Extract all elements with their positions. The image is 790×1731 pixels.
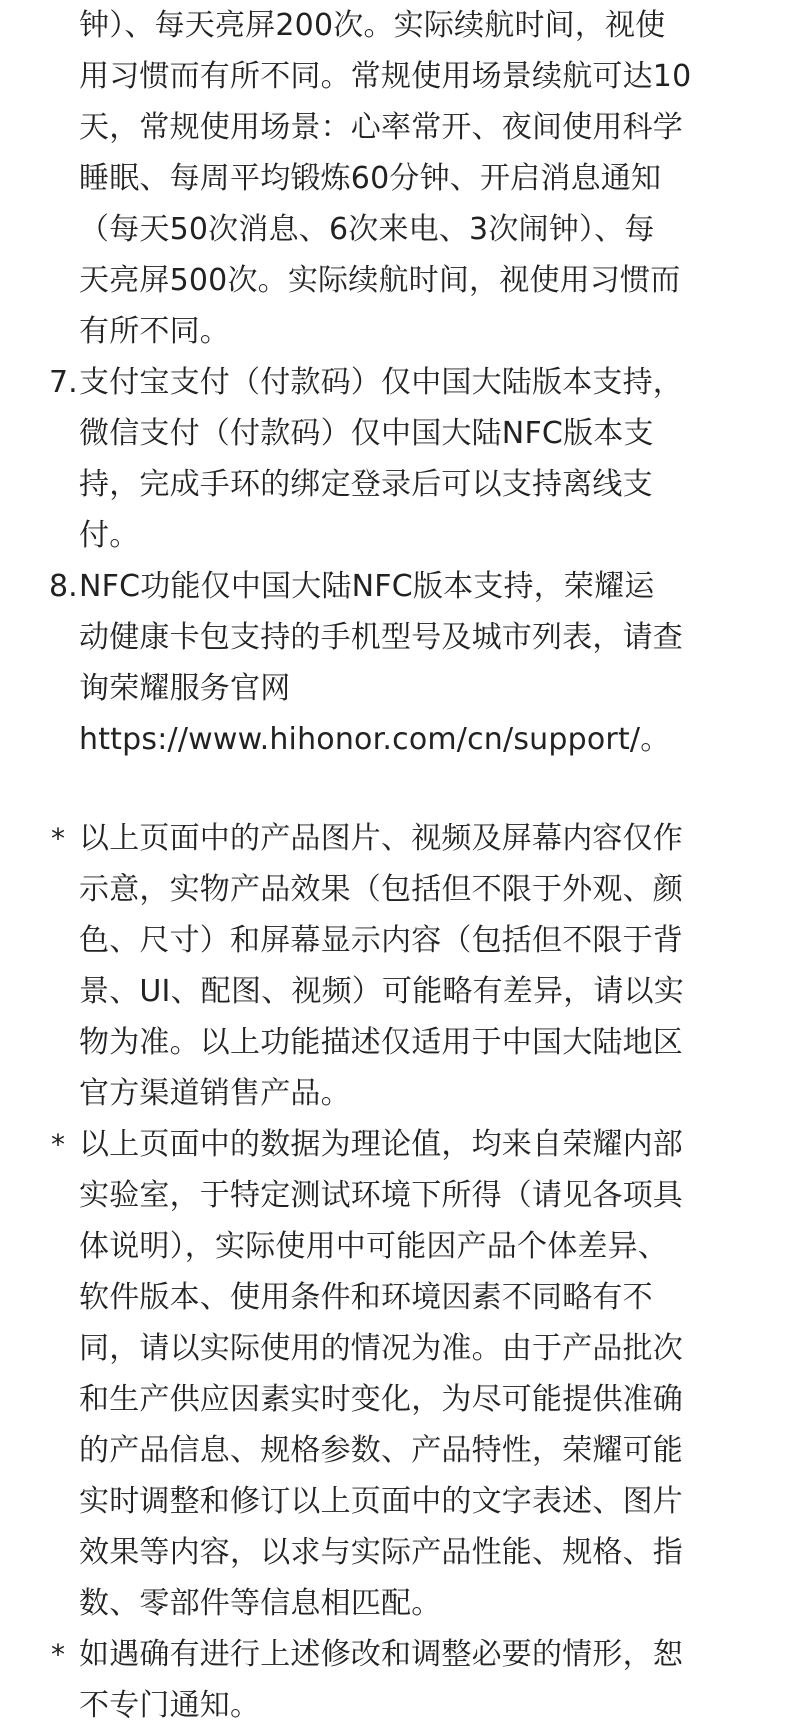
item-6-line-6: 天亮屏500次。实际续航时间，视使用习惯而 xyxy=(79,263,681,298)
note-2-line-5: 同，请以实际使用的情况为准。由于产品批次 xyxy=(79,1331,683,1366)
list-marker-8: 8. xyxy=(49,569,78,604)
note-3-line-2: 不专门通知。 xyxy=(79,1688,261,1723)
item-7-line-2: 微信支付（付款码）仅中国大陆NFC版本支 xyxy=(79,416,654,451)
list-marker-7: 7. xyxy=(49,365,78,400)
note-1-line-4: 景、UI、配图、视频）可能略有差异，请以实 xyxy=(79,974,685,1009)
item-6-line-3: 天，常规使用场景：心率常开、夜间使用科学 xyxy=(79,110,683,145)
support-url-text: https://www.hihonor.com/cn/support/。 xyxy=(79,722,671,757)
item-7-line-1: 支付宝支付（付款码）仅中国大陆版本支持， xyxy=(79,365,683,400)
footnote-marker-2: * xyxy=(51,1128,65,1161)
note-2-line-3: 体说明），实际使用中可能因产品个体差异、 xyxy=(79,1229,668,1264)
item-8-line-3: 询荣耀服务官网 xyxy=(79,671,291,706)
note-2-line-10: 数、零部件等信息相匹配。 xyxy=(79,1586,442,1621)
note-1-line-1: 以上页面中的产品图片、视频及屏幕内容仅作 xyxy=(79,821,683,856)
note-2-line-8: 实时调整和修订以上页面中的文字表述、图片 xyxy=(79,1484,683,1519)
note-2-line-1: 以上页面中的数据为理论值，均来自荣耀内部 xyxy=(79,1127,683,1162)
note-2-line-2: 实验室，于特定测试环境下所得（请见各项具 xyxy=(79,1178,683,1213)
item-6-line-1: 钟）、每天亮屏200次。实际续航时间，视使 xyxy=(79,8,666,43)
item-6-line-5: （每天50次消息、6次来电、3次闹钟）、每 xyxy=(79,212,655,247)
note-2-line-9: 效果等内容，以求与实际产品性能、规格、指 xyxy=(79,1535,683,1570)
note-2-line-6: 和生产供应因素实时变化，为尽可能提供准确 xyxy=(79,1382,683,1417)
item-7-line-4: 付。 xyxy=(79,518,140,553)
note-1-line-5: 物为准。以上功能描述仅适用于中国大陆地区 xyxy=(79,1025,683,1060)
footnote-marker-3: * xyxy=(51,1638,65,1671)
item-8-line-1: NFC功能仅中国大陆NFC版本支持，荣耀运 xyxy=(79,569,655,604)
item-6-line-7: 有所不同。 xyxy=(79,314,230,349)
item-6-line-2: 用习惯而有所不同。常规使用场景续航可达10 xyxy=(79,59,692,94)
note-2-line-4: 软件版本、使用条件和环境因素不同略有不 xyxy=(79,1280,653,1315)
item-8-line-2: 动健康卡包支持的手机型号及城市列表，请查 xyxy=(79,620,683,655)
note-1-line-6: 官方渠道销售产品。 xyxy=(79,1076,351,1111)
note-3-line-1: 如遇确有进行上述修改和调整必要的情形，恕 xyxy=(79,1637,683,1672)
note-2-line-7: 的产品信息、规格参数、产品特性，荣耀可能 xyxy=(79,1433,683,1468)
item-7-line-3: 持，完成手环的绑定登录后可以支持离线支 xyxy=(79,467,653,502)
item-6-line-4: 睡眠、每周平均锻炼60分钟、开启消息通知 xyxy=(79,161,662,196)
note-1-line-2: 示意，实物产品效果（包括但不限于外观、颜 xyxy=(79,872,683,907)
footnote-marker-1: * xyxy=(51,822,65,855)
note-1-line-3: 色、尺寸）和屏幕显示内容（包括但不限于背 xyxy=(79,923,683,958)
